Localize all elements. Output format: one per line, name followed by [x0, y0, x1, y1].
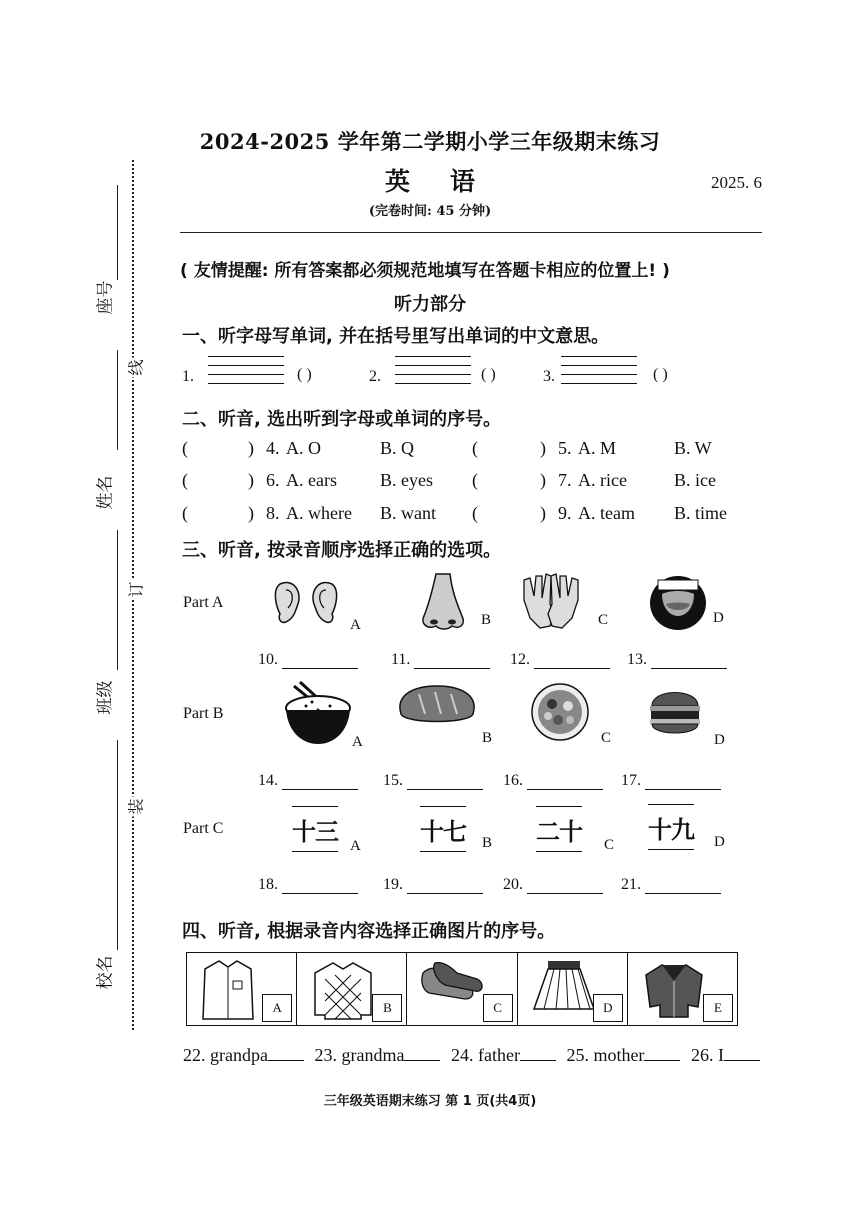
q2-paren-open[interactable]: ( [472, 470, 478, 490]
q2-paren-close[interactable]: ) [248, 438, 254, 458]
answer-blank-23[interactable] [404, 1044, 440, 1061]
sweater-picture [311, 959, 375, 1021]
q2-option: B. time [674, 503, 727, 523]
q2-num: 9. [558, 503, 572, 523]
answer-blank-18[interactable] [258, 876, 358, 894]
q1-write-lines-3[interactable] [561, 356, 637, 392]
q3-heading: 三、听音, 按录音顺序选择正确的选项。 [182, 540, 502, 561]
answer-blank-12[interactable] [510, 651, 610, 669]
blank-number: 16. [503, 772, 523, 789]
blank-number: 15. [383, 772, 403, 789]
part-c-letter-d: D [714, 834, 725, 850]
q2-paren-open[interactable]: ( [472, 503, 478, 523]
binding-mark-bind: 订 [124, 580, 147, 600]
blank-number: 14. [258, 772, 278, 789]
chinese-number-text: 十九 [648, 816, 694, 844]
box-letter: C [483, 994, 513, 1022]
clothes-box-e [628, 953, 737, 1025]
q2-num: 5. [558, 438, 572, 458]
part-b-label: Part B [183, 705, 224, 722]
q4-heading: 四、听音, 根据录音内容选择正确图片的序号。 [182, 921, 556, 942]
q1-item-1: 1. [182, 368, 194, 385]
section-title: 听力部分 [394, 294, 466, 315]
q2-option: A. M [578, 438, 617, 458]
q1-item-2: 2. [369, 368, 381, 385]
answer-blank-15[interactable] [383, 772, 483, 790]
hands-picture [520, 570, 582, 632]
q2-paren-close[interactable]: ) [248, 470, 254, 490]
seat-number-label: 座号 [95, 280, 116, 315]
page-footer: 三年级英语期末练习 第 1 页(共4页) [323, 1094, 537, 1109]
blank-number: 17. [621, 772, 641, 789]
q2-paren-open[interactable]: ( [182, 470, 188, 490]
chinese-number-d [648, 810, 694, 845]
jacket-picture [642, 959, 706, 1019]
name-label: 姓名 [95, 475, 116, 510]
answer-blank-22[interactable] [268, 1044, 304, 1061]
name-line [117, 350, 118, 450]
blank-number: 13. [627, 651, 647, 668]
q2-paren-close[interactable]: ) [540, 438, 546, 458]
blank-number: 19. [383, 876, 403, 893]
chinese-number-text: 十七 [420, 818, 466, 846]
subject-title: 英语 [384, 167, 515, 196]
class-line [117, 530, 118, 670]
q2-option: B. eyes [380, 470, 433, 490]
part-c-letter-c: C [604, 837, 615, 853]
q1-paren-1[interactable]: ( ) [297, 366, 312, 383]
reminder-note: ( 友情提醒: 所有答案都必须规范地填写在答题卡相应的位置上! ) [180, 261, 670, 281]
exam-date: 2025. 6 [711, 173, 762, 192]
q2-paren-close[interactable]: ) [540, 470, 546, 490]
q1-heading: 一、听字母写单词, 并在括号里写出单词的中文意思。 [182, 326, 610, 347]
part-a-letter-b: B [481, 612, 492, 628]
chinese-number-b [420, 812, 466, 847]
answer-blank-26[interactable] [724, 1044, 760, 1061]
part-b-letter-a: A [352, 734, 363, 750]
q2-option: B. Q [380, 438, 415, 458]
part-c-letter-a: A [350, 838, 361, 854]
chinese-number-text: 十三 [292, 818, 338, 846]
blank-number: 12. [510, 651, 530, 668]
chinese-number-c [536, 812, 582, 847]
q2-option: B. ice [674, 470, 716, 490]
q1-item-3: 3. [543, 368, 555, 385]
clothes-box-c [407, 953, 517, 1025]
class-label: 班级 [95, 680, 116, 715]
part-b-letter-b: B [482, 730, 493, 746]
blank-number: 20. [503, 876, 523, 893]
school-line [117, 740, 118, 950]
part-a-label: Part A [183, 594, 224, 611]
q2-option: B. W [674, 438, 712, 458]
part-a-letter-c: C [598, 612, 609, 628]
part-b-letter-d: D [714, 732, 725, 748]
part-a-letter-a: A [350, 617, 361, 633]
mouth-picture [648, 574, 708, 632]
box-letter: A [262, 994, 292, 1022]
answer-blank-10[interactable] [258, 651, 358, 669]
blank-number: 18. [258, 876, 278, 893]
q2-option: A. rice [578, 470, 627, 490]
q2-num: 8. [266, 503, 280, 523]
q2-paren-open[interactable]: ( [182, 503, 188, 523]
q2-num: 6. [266, 470, 280, 490]
q2-paren-close[interactable]: ) [540, 503, 546, 523]
binding-mark-fix: 装 [124, 797, 147, 817]
shirt-picture [201, 959, 255, 1021]
rice-bowl-picture [282, 680, 354, 746]
box-letter: E [703, 994, 733, 1022]
salad-picture [530, 682, 590, 742]
exam-title: 2024-2025 学年第二学期小学三年级期末练习 [199, 129, 661, 154]
q2-num: 7. [558, 470, 572, 490]
answer-blank-21[interactable] [621, 876, 721, 894]
blank-number: 21. [621, 876, 641, 893]
binding-mark-line: 线 [124, 358, 147, 378]
clothes-picture-strip [186, 952, 738, 1026]
q1-write-lines-1[interactable] [208, 356, 284, 392]
school-label: 校名 [95, 955, 116, 990]
q1-paren-2[interactable]: ( ) [481, 366, 496, 383]
answer-blank-19[interactable] [383, 876, 483, 894]
answer-blank-25[interactable] [644, 1044, 680, 1061]
chinese-number-text: 二十 [536, 818, 582, 846]
family-item: 26. I [690, 1045, 724, 1065]
nose-picture [418, 572, 468, 632]
box-letter: D [593, 994, 623, 1022]
q2-option: B. want [380, 503, 436, 523]
family-item: 22. grandpa [183, 1045, 268, 1065]
answer-blank-17[interactable] [621, 772, 721, 790]
q2-paren-close[interactable]: ) [248, 503, 254, 523]
q2-paren-open[interactable]: ( [472, 438, 478, 458]
chinese-number-a [292, 812, 338, 847]
q2-option: A. where [286, 503, 352, 523]
clothes-box-d [518, 953, 628, 1025]
answer-blank-24[interactable] [520, 1044, 556, 1061]
box-letter: B [372, 994, 402, 1022]
part-c-letter-b: B [482, 835, 493, 851]
hamburger-picture [648, 684, 702, 738]
exam-duration: (完卷时间: 45 分钟) [368, 204, 492, 219]
bread-picture [395, 684, 479, 726]
answer-blank-16[interactable] [503, 772, 603, 790]
ears-picture [272, 578, 342, 626]
answer-blank-13[interactable] [627, 651, 727, 669]
family-answer-row [183, 1044, 766, 1066]
q2-option: A. team [578, 503, 635, 523]
clothes-box-a [187, 953, 297, 1025]
q2-paren-open[interactable]: ( [182, 438, 188, 458]
answer-blank-14[interactable] [258, 772, 358, 790]
part-a-letter-d: D [713, 610, 724, 626]
clothes-box-b [297, 953, 407, 1025]
blank-number: 10. [258, 651, 278, 668]
answer-blank-11[interactable] [391, 651, 490, 669]
q2-heading: 二、听音, 选出听到字母或单词的序号。 [182, 409, 502, 430]
answer-blank-20[interactable] [503, 876, 603, 894]
q2-num: 4. [266, 438, 280, 458]
q1-paren-3[interactable]: ( ) [653, 366, 668, 383]
family-item: 23. grandma [314, 1045, 405, 1065]
header-divider [180, 232, 762, 233]
part-b-letter-c: C [601, 730, 612, 746]
shoes-picture [421, 959, 485, 1009]
family-item: 25. mother [566, 1045, 645, 1065]
q2-option: A. O [286, 438, 321, 458]
part-c-label: Part C [183, 820, 224, 837]
blank-number: 11. [391, 651, 411, 668]
family-item: 24. father [450, 1045, 520, 1065]
q2-option: A. ears [286, 470, 337, 490]
skirt-picture [532, 959, 596, 1013]
q1-write-lines-2[interactable] [395, 356, 471, 392]
